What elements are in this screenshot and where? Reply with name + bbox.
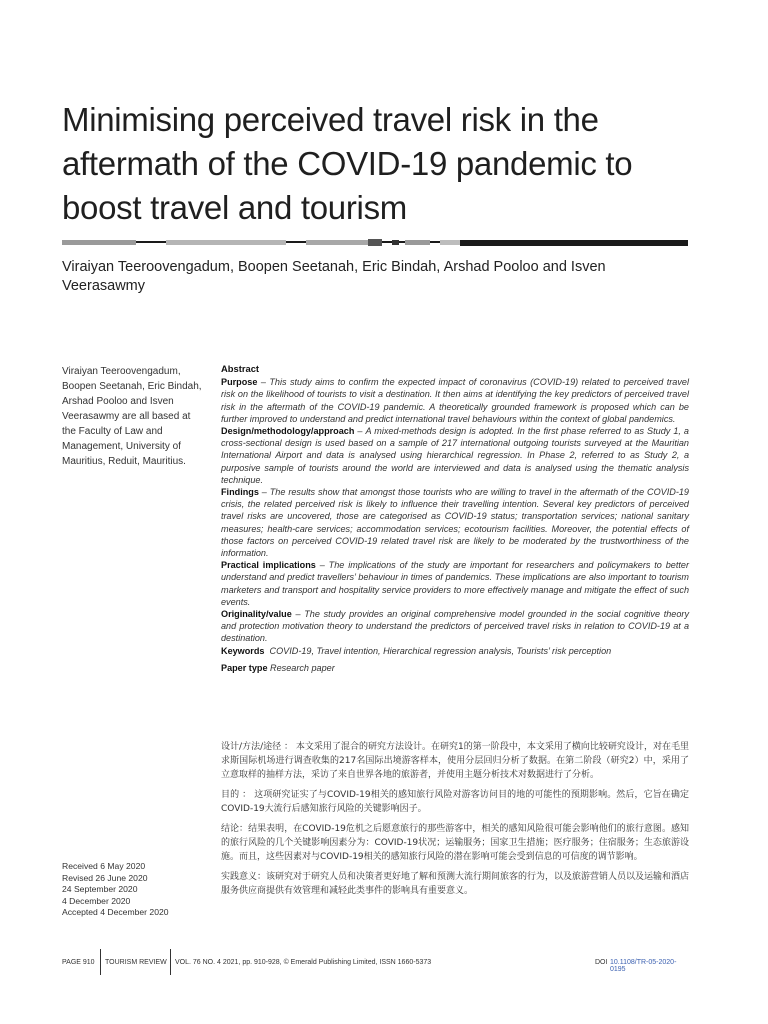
chinese-paragraph: 结论：结果表明，在COVID-19危机之后愿意旅行的那些游客中，相关的感知风险很可能会影响他们的旅行意图。感知的旅行风险的几个关键影响因素分为：COVID-19状况；运输服务；国家卫生措施；医疗服务；住宿服务；生态旅游设施。而且，这些因素对与COVID-19相关的感知旅行风险的潜在影响可能会受到信息的可信度的调节影响。 <box>221 824 689 862</box>
keywords-label: Keywords <box>221 645 265 656</box>
footer-divider <box>100 949 101 975</box>
abstract-practical: Practical implications – The implications of the study are important for researchers and policymakers to better understand and predict travellers’ behaviour in times of pandemics. These implications are also important to tourism marketers and transport and hospitality service providers to more effectively manage and mitigate the effect of such events. <box>221 560 689 607</box>
abstract-heading: Abstract <box>221 363 260 374</box>
journal-name: TOURISM REVIEW <box>105 959 167 966</box>
citation: VOL. 76 NO. 4 2021, pp. 910-928, © Emerald Publishing Limited, ISSN 1660-5373 <box>175 959 432 966</box>
title-decorative-rule <box>62 239 689 247</box>
history-line: Revised 26 June 2020 <box>62 872 148 883</box>
doi-link[interactable]: 10.1108/TR-05-2020-0195 <box>610 959 677 973</box>
practical-label: Practical implications <box>221 560 316 571</box>
history-line: Received 6 May 2020 <box>62 861 146 871</box>
abstract-design: Design/methodology/approach – A mixed-methods design is adopted. In the first phase referred to as Study 1, a cross-sectional design is used based on a sample of 217 international outgoing tourists surveyed at the Mauritian International Airport and data is analysed using hierarchical regression. In Phase 2, referred to as Study 2, a purposive sample of tourists around the world are interviewed and data is analysed using the thematic analysis technique. <box>221 426 689 485</box>
abstract-findings: Findings – The results show that amongst those tourists who are willing to travel in the aftermath of the COVID-19 crisis, the related perceived risk is likely to influence their travelling intention. Several key predictors of perceived travel risks are uncovered, those are categorised as COVID-19 status; transportation services; national sanitary measures; health-care services; accommodation services; ecotourism facilities. Moreover, the potential effects of those factors on perceived COVID-19 related travel risk are likely to be moderated by the trustworthiness of the information. <box>221 487 689 559</box>
keywords-text: COVID-19, Travel intention, Hierarchical regression analysis, Tourists’ risk perception <box>269 645 612 656</box>
abstract-section <box>221 363 689 674</box>
author-affiliation: Viraiyan Teeroovengadum, Boopen Seetanah, Eric Bindah, Arshad Pooloo and Isven Veerasawmy are all based at the Faculty of Law and Management, University of Mauritius, Reduit, Mauritius. <box>62 366 202 467</box>
footer-divider <box>170 949 171 975</box>
history-line: 24 September 2020 <box>62 884 138 894</box>
findings-text: The results show that amongst those tourists who are willing to travel in the aftermath of the COVID-19 crisis, the related perceived risk is likely to influence their travelling intention. Several key predictors of perceived travel risks are uncovered, those are categorised as COVID-19 status; transportation services; national sanitary measures; health-care services; accommodation services; ecotourism facilities. Moreover, the potential effects of those factors on perceived COVID-19 related travel risk are likely to be moderated by the trustworthiness of the information. <box>221 487 689 559</box>
history-line: Accepted 4 December 2020 <box>62 907 169 917</box>
papertype-label: Paper type <box>221 662 268 673</box>
page-number: PAGE 910 <box>62 959 95 966</box>
chinese-paragraph: 设计/方法/途径 ： 本文采用了混合的研究方法设计。在研究1的第一阶段中，本文采用了横向比较研究设计，对在毛里求斯国际机场进行调查收集的217名国际出境游客样本，使用分层回归分析了数据。在第二阶段（研究2）中，采用了立意取样的抽样方法，采访了来自世界各地的旅游者，并使用主题分析技术对数据进行了分析。 <box>221 742 689 780</box>
design-label: Design/methodology/approach <box>221 426 355 437</box>
originality-label: Originality/value <box>221 609 292 620</box>
practical-text: The implications of the study are important for researchers and policymakers to better understand and predict travellers’ behaviour in times of pandemics. These implications are also important to tourism marketers and transport and hospitality service providers to more effectively manage and mitigate the effect of such events. <box>221 560 689 607</box>
purpose-text: This study aims to confirm the expected impact of coronavirus (COVID-19) related to perceived travel risk on the likelihood of tourists to visit a destination. It then aims at identifying the key predictors of perceived travel risk in the aftermath of the COVID-19 pandemic. A theoretically grounded framework is proposed which can be further improved to understand and predict international travel behaviours within the context of global pandemics. <box>221 377 689 424</box>
papertype-text: Research paper <box>270 662 335 673</box>
abstract-originality: Originality/value – The study provides an original comprehensive model grounded in the social cognitive theory and protection motivation theory to understand the predictors of perceived travel risks in relation to COVID-19 at a destination. <box>221 609 689 644</box>
design-text: A mixed-methods design is adopted. In the first phase referred to as Study 1, a cross-sectional design is used based on a sample of 217 international outgoing tourists surveyed at the Mauritian International Airport and data is analysed using hierarchical regression. In Phase 2, referred to as Study 2, a purposive sample of tourists around the world are interviewed and data is analysed using the thematic analysis technique. <box>221 426 689 485</box>
abstract-purpose: Purpose – This study aims to confirm the expected impact of coronavirus (COVID-19) related to perceived travel risk on the likelihood of tourists to visit a destination. It then aims at identifying the key predictors of perceived travel risk in the aftermath of the COVID-19 pandemic. A theoretically grounded framework is proposed which can be further improved to understand and predict international travel behaviours within the context of global pandemics. <box>221 377 689 424</box>
history-line: 4 December 2020 <box>62 895 131 906</box>
article-history <box>62 861 212 919</box>
doi-label: DOI <box>595 959 608 966</box>
abstract-keywords <box>221 645 689 657</box>
chinese-paragraph: 实践意义：该研究对于研究人员和决策者更好地了解和预测大流行期间旅客的行为，以及旅游营销人员以及运输和酒店服务供应商提供有效管理和减轻此类事件的影响具有重要意义。 <box>221 872 690 896</box>
findings-label: Findings <box>221 487 259 498</box>
chinese-abstract <box>221 740 689 904</box>
purpose-label: Purpose <box>221 377 258 388</box>
abstract-paper-type <box>221 662 689 674</box>
article-title: Minimising perceived travel risk in the aftermath of the COVID-19 pandemic to boost travel and tourism <box>62 101 633 226</box>
originality-text: The study provides an original comprehensive model grounded in the social cognitive theory and protection motivation theory to understand the predictors of perceived travel risks in relation to COVID-19 at a destination. <box>221 609 689 644</box>
chinese-paragraph: 目的 ： 这项研究证实了与COVID-19相关的感知旅行风险对游客访问目的地的可能性的预期影响。然后，它旨在确定COVID-19大流行后感知旅行风险的关键影响因子。 <box>221 790 689 814</box>
author-list: Viraiyan Teeroovengadum, Boopen Seetanah, Eric Bindah, Arshad Pooloo and Isven Veerasawmy <box>62 259 606 294</box>
page-footer <box>62 945 689 975</box>
